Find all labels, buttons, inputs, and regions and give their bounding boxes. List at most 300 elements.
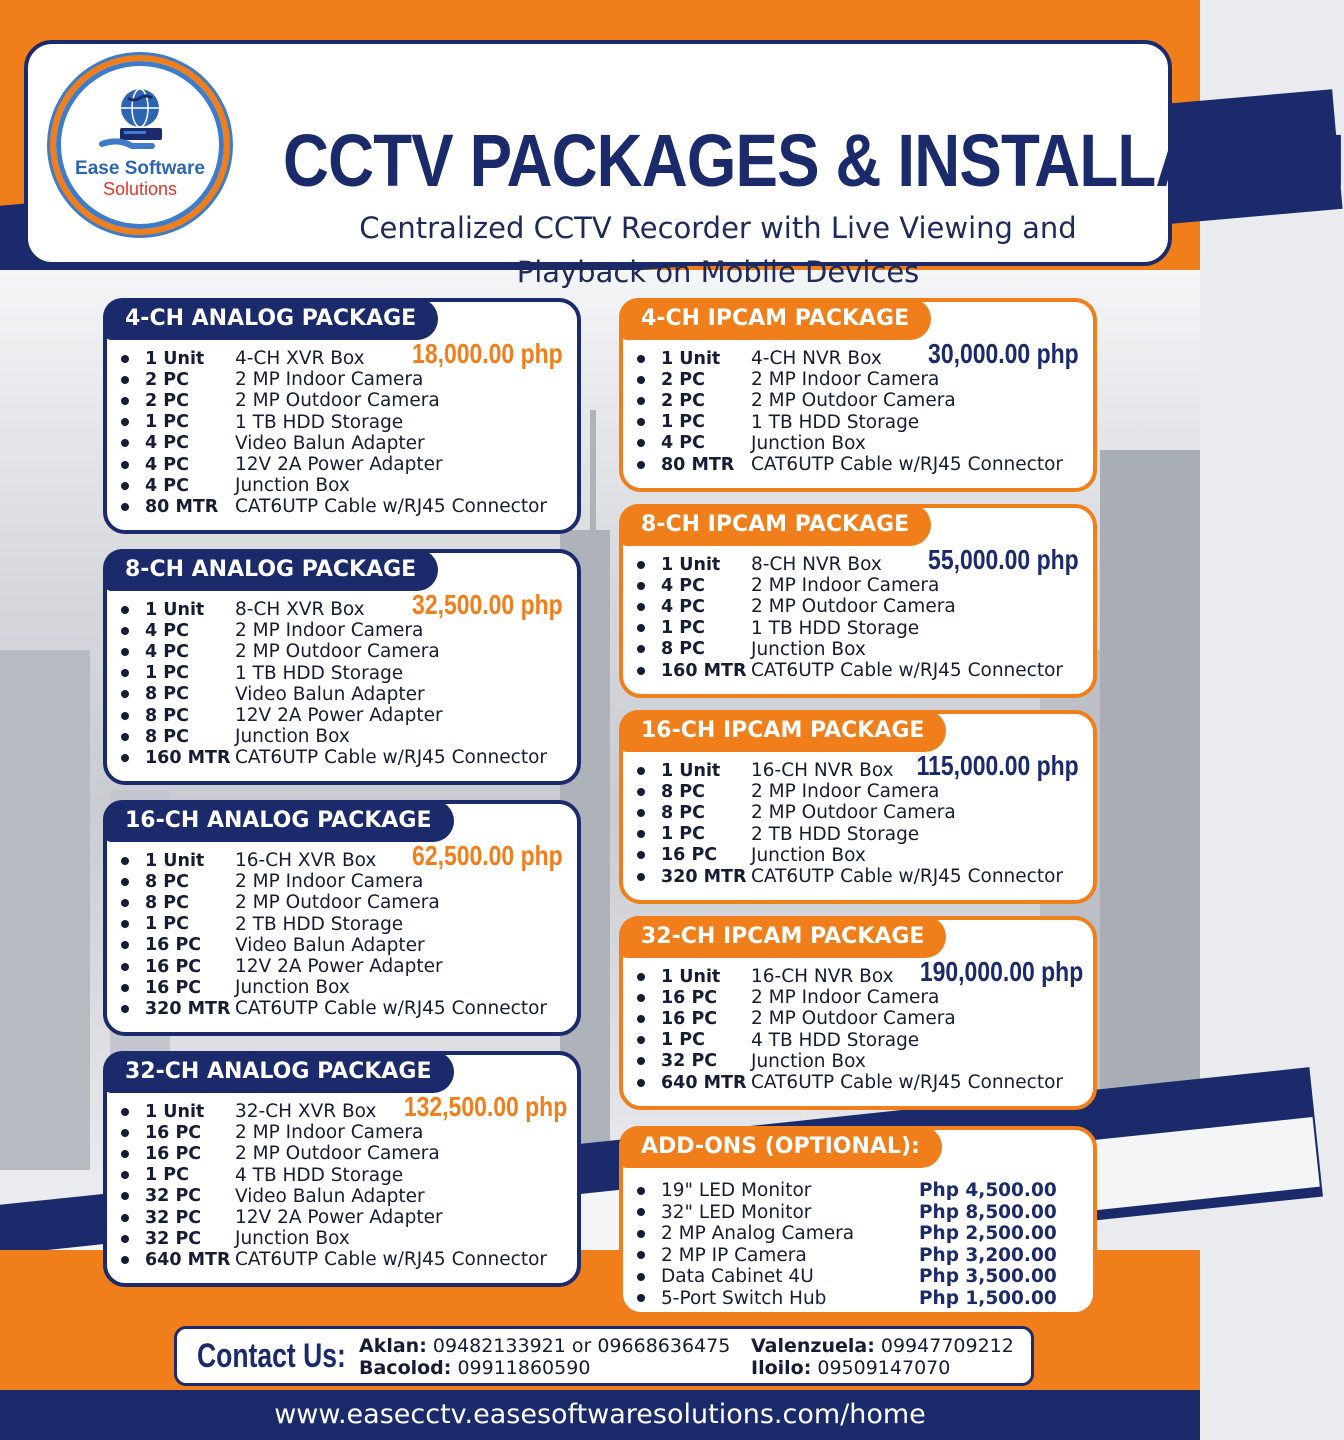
item-quantity: 160 MTR — [661, 660, 747, 681]
bullet — [121, 878, 129, 886]
package-item — [637, 781, 1063, 802]
bullet — [121, 857, 129, 865]
package-item — [637, 433, 1063, 454]
item-description: 2 MP Indoor Camera — [235, 620, 424, 642]
item-description: CAT6UTP Cable w/RJ45 Connector — [751, 454, 1063, 476]
package-item — [121, 1101, 547, 1122]
item-description: 2 MP Outdoor Camera — [751, 596, 956, 618]
item-description: 2 MP Outdoor Camera — [751, 390, 956, 412]
package-item — [121, 1165, 547, 1186]
bullet — [637, 973, 645, 981]
package-title: 4-CH ANALOG PACKAGE — [103, 298, 438, 340]
item-description: Video Balun Adapter — [235, 432, 425, 454]
bullet — [121, 941, 129, 949]
package-item-list — [637, 348, 1063, 475]
package-item — [121, 1249, 547, 1270]
contact-aklan — [359, 1335, 730, 1357]
package-item-list — [121, 1101, 547, 1271]
item-description: Video Balun Adapter — [235, 683, 425, 705]
page-subtitle — [298, 206, 1138, 294]
bullet — [121, 1192, 129, 1200]
contact-bacolod-label: Bacolod: — [359, 1357, 452, 1379]
package-item — [121, 348, 547, 369]
item-quantity: 32 PC — [145, 1228, 202, 1249]
contact-label: Contact Us: — [197, 1337, 346, 1375]
bullet — [121, 1171, 129, 1179]
addon-name: Data Cabinet 4U — [661, 1266, 814, 1288]
bullet — [121, 963, 129, 971]
package-price: 115,000.00 php — [916, 750, 1079, 781]
bullet — [121, 712, 129, 720]
bullet — [637, 767, 645, 775]
footer-url[interactable]: www.easecctv.easesoftwaresolutions.com/home — [0, 1390, 1200, 1440]
subtitle-line-2: Playback on Mobile Devices — [516, 255, 920, 289]
item-description: 2 TB HDD Storage — [235, 913, 404, 935]
package-title: 8-CH ANALOG PACKAGE — [103, 549, 438, 591]
bullet — [121, 754, 129, 762]
item-quantity: 1 PC — [661, 412, 705, 433]
package-card-8ch-analog — [103, 549, 581, 785]
bullet — [637, 994, 645, 1002]
addon-price: Php 2,500.00 — [919, 1223, 1057, 1245]
bullet — [121, 355, 129, 363]
package-item — [121, 1143, 547, 1164]
logo-sub: Solutions — [102, 179, 178, 199]
item-quantity: 32 PC — [145, 1186, 202, 1207]
item-description: 2 MP Outdoor Camera — [235, 641, 440, 663]
item-description: Junction Box — [235, 1228, 350, 1250]
package-item — [637, 845, 1063, 866]
package-item — [121, 369, 547, 390]
item-description: 2 TB HDD Storage — [751, 823, 920, 845]
contact-aklan-label: Aklan: — [359, 1335, 427, 1357]
package-title: 32-CH IPCAM PACKAGE — [619, 916, 946, 958]
package-item-list — [121, 348, 547, 518]
contact-aklan-value[interactable]: 09482133921 or 09668636475 — [432, 1335, 731, 1357]
item-quantity: 16 PC — [661, 1008, 718, 1029]
item-description: Junction Box — [751, 1050, 866, 1072]
item-quantity: 1 PC — [145, 663, 189, 684]
package-item — [121, 496, 547, 517]
bullet — [637, 1294, 645, 1302]
package-price: 62,500.00 php — [412, 840, 563, 871]
item-quantity: 16 PC — [145, 1143, 202, 1164]
item-quantity: 4 PC — [145, 433, 189, 454]
package-item — [121, 1207, 547, 1228]
addons-title: ADD-ONS (OPTIONAL): — [619, 1126, 942, 1168]
bullet — [121, 606, 129, 614]
bullet — [121, 648, 129, 656]
bullet — [637, 1057, 645, 1065]
bullet — [121, 733, 129, 741]
item-description: 16-CH NVR Box — [751, 966, 894, 988]
bullet — [637, 397, 645, 405]
item-quantity: 320 MTR — [661, 866, 747, 887]
package-item — [121, 454, 547, 475]
package-item — [121, 998, 547, 1019]
item-description: Junction Box — [751, 432, 866, 454]
package-title: 4-CH IPCAM PACKAGE — [619, 298, 931, 340]
item-quantity: 1 Unit — [661, 348, 721, 369]
item-quantity: 1 Unit — [661, 554, 721, 575]
item-quantity: 32 PC — [661, 1051, 718, 1072]
item-quantity: 8 PC — [661, 781, 705, 802]
item-quantity: 16 PC — [145, 956, 202, 977]
bullet — [121, 503, 129, 511]
item-quantity: 160 MTR — [145, 747, 231, 768]
addon-name: 2 MP Analog Camera — [661, 1223, 855, 1245]
item-quantity: 1 PC — [661, 618, 705, 639]
item-description: CAT6UTP Cable w/RJ45 Connector — [235, 998, 547, 1020]
contact-valenzuela-value[interactable]: 09947709212 — [880, 1335, 1014, 1357]
bullet — [637, 851, 645, 859]
contact-box — [174, 1326, 1034, 1386]
package-item — [637, 348, 1063, 369]
package-item — [637, 1008, 1063, 1029]
item-quantity: 2 PC — [661, 369, 705, 390]
package-card-4ch-ipcam — [619, 298, 1097, 492]
package-title: 8-CH IPCAM PACKAGE — [619, 504, 931, 546]
contact-iloilo-value[interactable]: 09509147070 — [817, 1357, 951, 1379]
bullet — [637, 355, 645, 363]
contact-iloilo-label: Iloilo: — [751, 1357, 812, 1379]
item-description: 12V 2A Power Adapter — [235, 1207, 443, 1229]
bullet — [637, 1015, 645, 1023]
item-quantity: 8 PC — [145, 871, 189, 892]
package-card-16ch-analog — [103, 800, 581, 1036]
contact-iloilo — [751, 1357, 950, 1379]
bullet — [121, 1256, 129, 1264]
package-card-32ch-ipcam — [619, 916, 1097, 1110]
addon-price: Php 8,500.00 — [919, 1201, 1057, 1223]
package-price: 18,000.00 php — [412, 338, 563, 369]
contact-valenzuela — [751, 1335, 1014, 1357]
item-description: CAT6UTP Cable w/RJ45 Connector — [235, 1249, 547, 1271]
package-price: 132,500.00 php — [403, 1091, 567, 1122]
bullet — [637, 582, 645, 590]
package-price: 30,000.00 php — [928, 338, 1079, 369]
item-description: 1 TB HDD Storage — [235, 662, 404, 684]
package-item — [637, 760, 1063, 781]
item-quantity: 80 MTR — [661, 454, 735, 475]
package-item — [121, 1228, 547, 1249]
bullet — [121, 669, 129, 677]
package-item — [121, 935, 547, 956]
package-item — [637, 1072, 1063, 1093]
item-quantity: 4 PC — [661, 433, 705, 454]
addon-price: Php 3,500.00 — [919, 1266, 1057, 1288]
package-item — [637, 575, 1063, 596]
item-description: 12V 2A Power Adapter — [235, 454, 443, 476]
item-description: 12V 2A Power Adapter — [235, 705, 443, 727]
package-item — [121, 914, 547, 935]
bullet — [637, 645, 645, 653]
item-quantity: 1 Unit — [145, 348, 205, 369]
addon-name: 5-Port Switch Hub — [661, 1287, 827, 1309]
item-quantity: 16 PC — [145, 977, 202, 998]
contact-bacolod — [359, 1357, 590, 1379]
bullet — [637, 873, 645, 881]
item-description: 12V 2A Power Adapter — [235, 956, 443, 978]
bullet — [637, 461, 645, 469]
item-quantity: 16 PC — [661, 987, 718, 1008]
item-quantity: 1 Unit — [661, 760, 721, 781]
item-description: 2 MP Outdoor Camera — [235, 1143, 440, 1165]
item-quantity: 80 MTR — [145, 496, 219, 517]
package-item — [637, 390, 1063, 411]
package-item — [121, 390, 547, 411]
package-price: 55,000.00 php — [928, 544, 1079, 575]
item-description: 4 TB HDD Storage — [751, 1029, 920, 1051]
package-item — [637, 554, 1063, 575]
item-description: Junction Box — [235, 475, 350, 497]
bullet — [637, 624, 645, 632]
item-description: 2 MP Indoor Camera — [235, 369, 424, 391]
package-item — [121, 641, 547, 662]
package-item — [637, 454, 1063, 475]
package-item — [121, 977, 547, 998]
item-description: 32-CH XVR Box — [235, 1101, 377, 1123]
item-description: Video Balun Adapter — [235, 1185, 425, 1207]
package-card-4ch-analog — [103, 298, 581, 534]
bullet — [121, 397, 129, 405]
package-title: 32-CH ANALOG PACKAGE — [103, 1051, 454, 1093]
item-description: 8-CH NVR Box — [751, 554, 882, 576]
item-description: 4 TB HDD Storage — [235, 1164, 404, 1186]
bullet — [637, 1079, 645, 1087]
item-quantity: 16 PC — [661, 845, 718, 866]
bullet — [121, 1235, 129, 1243]
package-item — [637, 412, 1063, 433]
bullet — [121, 1150, 129, 1158]
package-item — [637, 660, 1063, 681]
item-quantity: 320 MTR — [145, 998, 231, 1019]
item-description: 2 MP Indoor Camera — [751, 781, 940, 803]
item-description: 2 MP Outdoor Camera — [751, 802, 956, 824]
bullet — [121, 1005, 129, 1013]
package-item — [637, 987, 1063, 1008]
package-price: 32,500.00 php — [412, 589, 563, 620]
item-description: 2 MP Outdoor Camera — [235, 390, 440, 412]
logo-name: Ease Software — [75, 158, 205, 179]
bullet — [121, 1214, 129, 1222]
item-description: CAT6UTP Cable w/RJ45 Connector — [751, 866, 1063, 888]
bullet — [637, 809, 645, 817]
addon-name: 32" LED Monitor — [661, 1201, 812, 1223]
package-item — [637, 1051, 1063, 1072]
package-item — [121, 705, 547, 726]
package-price: 190,000.00 php — [919, 956, 1083, 987]
bullet — [637, 376, 645, 384]
item-description: 2 MP Indoor Camera — [235, 1122, 424, 1144]
bullet — [637, 1273, 645, 1281]
bullet — [121, 984, 129, 992]
package-card-8ch-ipcam — [619, 504, 1097, 698]
item-quantity: 4 PC — [145, 641, 189, 662]
item-description: 4-CH XVR Box — [235, 348, 365, 370]
bullet — [637, 561, 645, 569]
package-item — [637, 639, 1063, 660]
bullet — [637, 1187, 645, 1195]
item-quantity: 1 PC — [145, 1165, 189, 1186]
package-item — [121, 850, 547, 871]
item-description: CAT6UTP Cable w/RJ45 Connector — [751, 1072, 1063, 1094]
item-description: Junction Box — [235, 726, 350, 748]
bullet — [637, 418, 645, 426]
bullet — [637, 1251, 645, 1259]
item-quantity: 8 PC — [145, 726, 189, 747]
item-quantity: 32 PC — [145, 1207, 202, 1228]
package-card-32ch-analog — [103, 1051, 581, 1287]
bullet — [121, 1129, 129, 1137]
addon-item — [637, 1266, 1057, 1288]
package-item — [637, 966, 1063, 987]
item-quantity: 1 PC — [661, 1030, 705, 1051]
bullet — [637, 667, 645, 675]
bullet — [637, 603, 645, 611]
item-description: 4-CH NVR Box — [751, 348, 882, 370]
bullet — [121, 461, 129, 469]
package-item — [637, 802, 1063, 823]
item-quantity: 4 PC — [661, 596, 705, 617]
package-item — [121, 433, 547, 454]
item-quantity: 8 PC — [661, 802, 705, 823]
package-item — [121, 412, 547, 433]
item-quantity: 1 PC — [661, 824, 705, 845]
contact-valenzuela-label: Valenzuela: — [751, 1335, 875, 1357]
package-item-list — [121, 850, 547, 1020]
package-card-16ch-ipcam — [619, 710, 1097, 904]
bullet — [637, 439, 645, 447]
addon-item — [637, 1288, 1057, 1310]
contact-bacolod-value[interactable]: 09911860590 — [457, 1357, 591, 1379]
bullet — [121, 439, 129, 447]
package-item — [121, 1122, 547, 1143]
package-item — [637, 824, 1063, 845]
item-description: CAT6UTP Cable w/RJ45 Connector — [235, 747, 547, 769]
item-description: 2 MP Indoor Camera — [751, 369, 940, 391]
addons-card — [619, 1126, 1097, 1316]
bullet — [121, 899, 129, 907]
item-quantity: 1 Unit — [145, 850, 205, 871]
package-item — [121, 620, 547, 641]
package-item — [637, 369, 1063, 390]
package-item — [637, 1030, 1063, 1051]
item-description: 2 MP Indoor Camera — [751, 987, 940, 1009]
package-item — [121, 956, 547, 977]
item-description: 16-CH XVR Box — [235, 850, 377, 872]
item-quantity: 8 PC — [145, 705, 189, 726]
item-description: Junction Box — [235, 977, 350, 999]
addon-item — [637, 1202, 1057, 1224]
package-item — [121, 892, 547, 913]
item-quantity: 1 Unit — [145, 1101, 205, 1122]
package-item — [121, 684, 547, 705]
addon-item — [637, 1223, 1057, 1245]
item-quantity: 16 PC — [145, 935, 202, 956]
addon-item — [637, 1180, 1057, 1202]
bullet — [637, 788, 645, 796]
package-title: 16-CH ANALOG PACKAGE — [103, 800, 454, 842]
item-quantity: 4 PC — [145, 454, 189, 475]
addon-price: Php 3,200.00 — [919, 1244, 1057, 1266]
addons-list — [637, 1180, 1057, 1309]
item-description: 1 TB HDD Storage — [751, 411, 920, 433]
package-item-list — [637, 554, 1063, 681]
item-description: CAT6UTP Cable w/RJ45 Connector — [751, 660, 1063, 682]
package-item — [121, 475, 547, 496]
package-item — [637, 618, 1063, 639]
bullet — [637, 1230, 645, 1238]
item-description: 8-CH XVR Box — [235, 599, 365, 621]
bullet — [637, 1036, 645, 1044]
item-description: Junction Box — [751, 844, 866, 866]
bullet — [121, 1108, 129, 1116]
bullet — [637, 830, 645, 838]
item-quantity: 8 PC — [145, 892, 189, 913]
item-quantity: 4 PC — [145, 620, 189, 641]
bullet — [121, 627, 129, 635]
item-description: CAT6UTP Cable w/RJ45 Connector — [235, 496, 547, 518]
package-title: 16-CH IPCAM PACKAGE — [619, 710, 946, 752]
item-quantity: 1 PC — [145, 914, 189, 935]
package-item — [121, 726, 547, 747]
item-quantity: 640 MTR — [661, 1072, 747, 1093]
item-description: 16-CH NVR Box — [751, 760, 894, 782]
package-item — [121, 663, 547, 684]
bullet — [121, 418, 129, 426]
item-quantity: 2 PC — [145, 390, 189, 411]
package-item-list — [121, 599, 547, 769]
item-description: Junction Box — [751, 638, 866, 660]
globe-computer-icon — [98, 86, 182, 156]
package-item — [637, 866, 1063, 887]
item-quantity: 1 Unit — [145, 599, 205, 620]
package-item-list — [637, 760, 1063, 887]
item-description: 2 MP Indoor Camera — [751, 575, 940, 597]
bullet — [121, 482, 129, 490]
item-quantity: 8 PC — [661, 639, 705, 660]
item-quantity: 1 PC — [145, 412, 189, 433]
addon-price: Php 4,500.00 — [919, 1180, 1057, 1202]
addon-item — [637, 1245, 1057, 1267]
item-quantity: 16 PC — [145, 1122, 202, 1143]
subtitle-line-1: Centralized CCTV Recorder with Live Viewing and — [359, 211, 1077, 245]
bullet — [121, 376, 129, 384]
bullet — [121, 690, 129, 698]
package-item-list — [637, 966, 1063, 1093]
item-description: 2 MP Indoor Camera — [235, 871, 424, 893]
item-quantity: 1 Unit — [661, 966, 721, 987]
item-description: 1 TB HDD Storage — [235, 411, 404, 433]
item-quantity: 640 MTR — [145, 1249, 231, 1270]
item-quantity: 2 PC — [661, 390, 705, 411]
page-title: CCTV PACKAGES & INSTALLATION — [283, 119, 1344, 202]
package-item — [121, 1186, 547, 1207]
item-description: Video Balun Adapter — [235, 934, 425, 956]
package-item — [121, 747, 547, 768]
package-item — [121, 599, 547, 620]
item-description: 2 MP Outdoor Camera — [235, 892, 440, 914]
item-description: 2 MP Outdoor Camera — [751, 1008, 956, 1030]
item-quantity: 4 PC — [145, 475, 189, 496]
package-item — [121, 871, 547, 892]
item-quantity: 4 PC — [661, 575, 705, 596]
addon-price: Php 1,500.00 — [919, 1287, 1057, 1309]
item-description: 1 TB HDD Storage — [751, 617, 920, 639]
addon-name: 19" LED Monitor — [661, 1180, 812, 1202]
bullet — [121, 920, 129, 928]
